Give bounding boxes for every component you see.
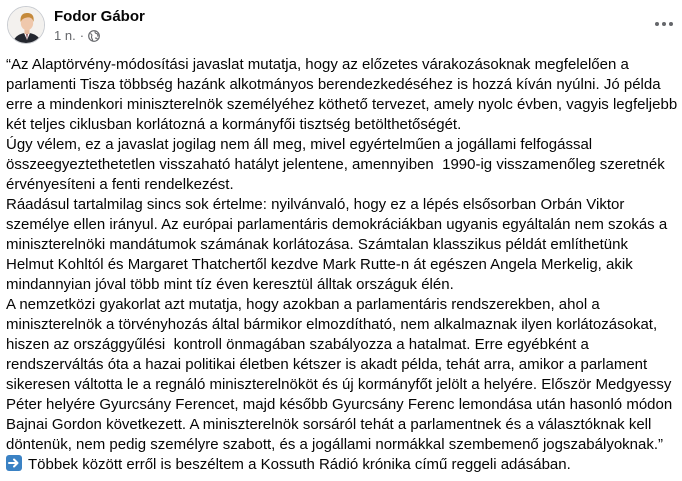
post-paragraph: Úgy vélem, ez a javaslat jogilag nem áll meg, mivel egyértelműen a jogállami felfogással összeegyeztethetetlen visszaható hatályt jelentene, amennyiben 1990-ig visszamenőleg szeretnék érvényesíteni a fenti rendelkezést. (6, 136, 669, 193)
post-header (7, 6, 145, 46)
author-avatar[interactable] (7, 6, 45, 44)
post-text (6, 55, 682, 475)
post-paragraph: “Az Alaptörvény-módosítási javaslat mutatja, hogy az előzetes várakozásoknak megfelelően a parlamenti Tisza többség hazánk alkotmányos berendezkedéséhez is hozzá kíván nyúlni. Jó példa erre a mindenkori miniszterelnök személyéhez köthető tervezet, amely nyolc évben, vagyis legfeljebb két teljes ciklusban korlátozná a kormányfői tisztség betölthetőségét. (6, 56, 682, 133)
more-options-icon (655, 22, 673, 26)
post-paragraph: Ráadásul tartalmilag sincs sok értelme: nyilvánvaló, hogy ez a lépés elsősorban Orbán Viktor személye ellen irányul. Az európai parlamentáris demokráciákban ugyanis egyáltalán nem szokás a miniszterelnöki mandátumok számának korlátozása. Számtalan klasszikus példát említhetünk Helmut Kohltól és Margaret Thatchertől kezdve Mark Rutte-n át egészen Angela Merkelig, akik mindannyian jóval több mint tíz éven keresztül álltak országuk élén. (6, 196, 672, 293)
right-arrow-icon (6, 455, 22, 471)
author-name[interactable]: Fodor Gábor (54, 8, 145, 25)
post-closing-line (6, 455, 678, 475)
post-timestamp[interactable]: 1 n. (54, 28, 76, 43)
globe-icon (88, 30, 100, 42)
more-options-button[interactable] (652, 12, 676, 36)
closing-text: Többek között erről is beszéltem a Kossuth Rádió krónika című reggeli adásában. (28, 456, 571, 473)
avatar-photo-icon (8, 7, 45, 44)
post-paragraph: A nemzetközi gyakorlat azt mutatja, hogy azokban a parlamentáris rendszerekben, ahol a miniszterelnök a törvényhozás által bármikor elmozdítható, nem alkalmaznak ilyen korlátozásokat, hiszen az országgyűlési kontroll önmagában szabályozza a hatalmat. Erre egyébként a rendszerváltás óta a hazai politikai életben kétszer is akadt példa, tehát arra, amikor a parlament sikeresen váltotta le a regnáló miniszterelnököt és új kormányfőt jelölt a helyére. Először Medgyessy Péter helyére Gyurcsány Ferencet, majd később Gyurcsány Ferenc lemondása után hasonló módon Bajnai Gordon következett. A miniszterelnök sorsáról tehát a parlamentnek és a választóknak kell döntenük, nem pedig személyre szabott, és a jogállami normákkal szembemenő jogszabályoknak.” (6, 296, 677, 453)
post-meta (54, 6, 145, 44)
post-subline (54, 28, 145, 44)
separator-dot: · (79, 28, 85, 43)
